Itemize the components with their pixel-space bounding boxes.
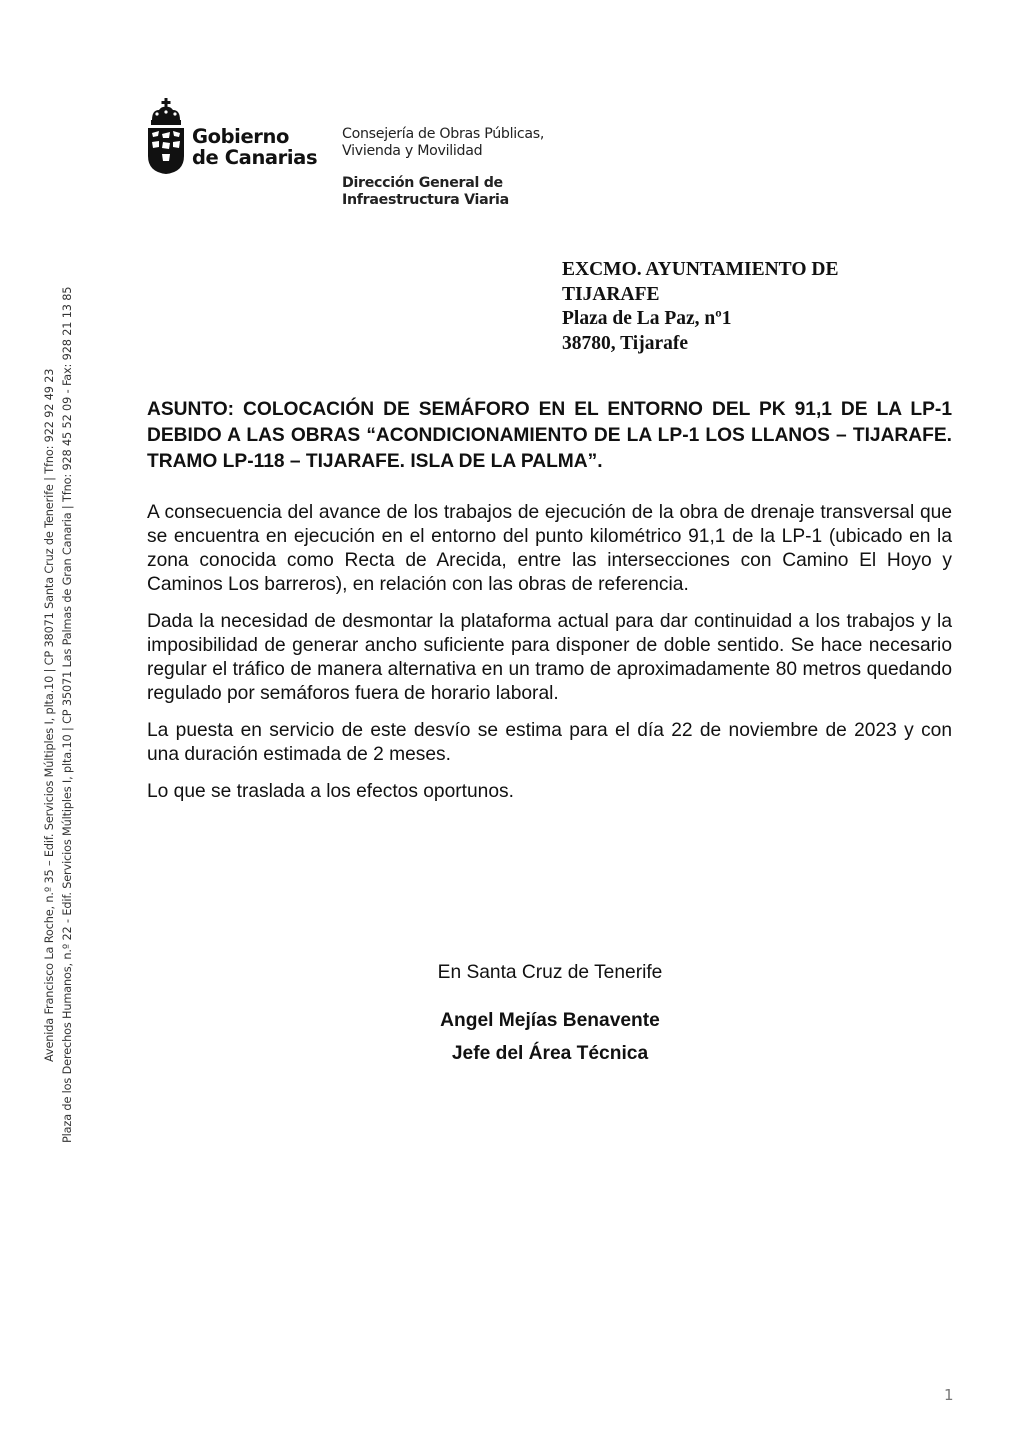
paragraph-4: Lo que se traslada a los efectos oportunos.	[147, 781, 514, 802]
dept-line-3: Dirección General de	[342, 175, 503, 191]
paragraph-3: La puesta en servicio de este desvío se estima para el día 22 de noviembre de 2023 y con una duración estimada de 2 meses.	[147, 720, 952, 765]
subject-heading: ASUNTO: COLOCACIÓN DE SEMÁFORO EN EL ENTORNO DEL PK 91,1 DE LA LP-1 DEBIDO A LAS OBRAS “ACONDICIONAMIENTO DE LA LP-1 LOS LLANOS – TIJARAFE. TRAMO LP-118 – TIJARAFE. ISLA DE LA PALMA”.	[147, 399, 952, 472]
gobierno-de-canarias-logo	[146, 98, 316, 178]
signature-place: En Santa Cruz de Tenerife	[437, 962, 663, 983]
dept-line-2: Vivienda y Movilidad	[342, 143, 483, 159]
logo-line-1: Gobierno	[192, 125, 289, 148]
recipient-line-4: 38780, Tijarafe	[562, 332, 689, 354]
paragraph-1: A consecuencia del avance de los trabajos de ejecución de la obra de drenaje transversal que se encuentra en ejecución en el entorno del punto kilométrico 91,1 de la LP-1 (ubicado en la zona conocida como Recta de Arecida, entre las intersecciones con Camino El Hoyo y Caminos Los barreros), en relación con las obras de referencia.	[147, 502, 952, 595]
sidebar-address-gran-canaria: Plaza de los Derechos Humanos, n.º 22 - Edif. Servicios Múltiples I, plta.10 | CP 35071 Las Palmas de Gran Canaria | Tfno: 928 45 52 09 - Fax: 928 21 13 85	[61, 286, 74, 1143]
recipient-address	[562, 258, 838, 356]
coat-of-arms-icon	[146, 98, 186, 174]
department-info	[342, 126, 544, 209]
sidebar-address-tenerife: Avenida Francisco La Roche, n.º 35 – Edif. Servicios Múltiples I, plta.10 | CP 38071 Santa Cruz de Tenerife | Tfno: 922 92 49 23	[43, 368, 56, 1062]
letter-body	[147, 397, 952, 817]
page-number: 1	[944, 1386, 954, 1404]
logo-line-2: de Canarias	[192, 146, 318, 169]
recipient-line-1: EXCMO. AYUNTAMIENTO DE	[562, 259, 839, 280]
signature-role: Jefe del Área Técnica	[451, 1043, 649, 1064]
paragraph-2: Dada la necesidad de desmontar la plataforma actual para dar continuidad a los trabajos y la imposibilidad de generar ancho suficiente para disponer de doble sentido. Se hace necesario regular el tráfico de manera alternativa en un tramo de aproximadamente 80 metros quedando regulado por semáforos fuera de horario laboral.	[147, 611, 952, 704]
recipient-line-2: TIJARAFE	[562, 283, 660, 305]
signature-name: Angel Mejías Benavente	[440, 1010, 660, 1031]
dept-line-1: Consejería de Obras Públicas,	[342, 126, 545, 142]
recipient-line-3: Plaza de La Paz, nº1	[562, 308, 732, 329]
logo-text	[192, 126, 317, 168]
dept-spacer	[342, 160, 544, 175]
dept-line-4: Infraestructura Viaria	[342, 192, 509, 208]
